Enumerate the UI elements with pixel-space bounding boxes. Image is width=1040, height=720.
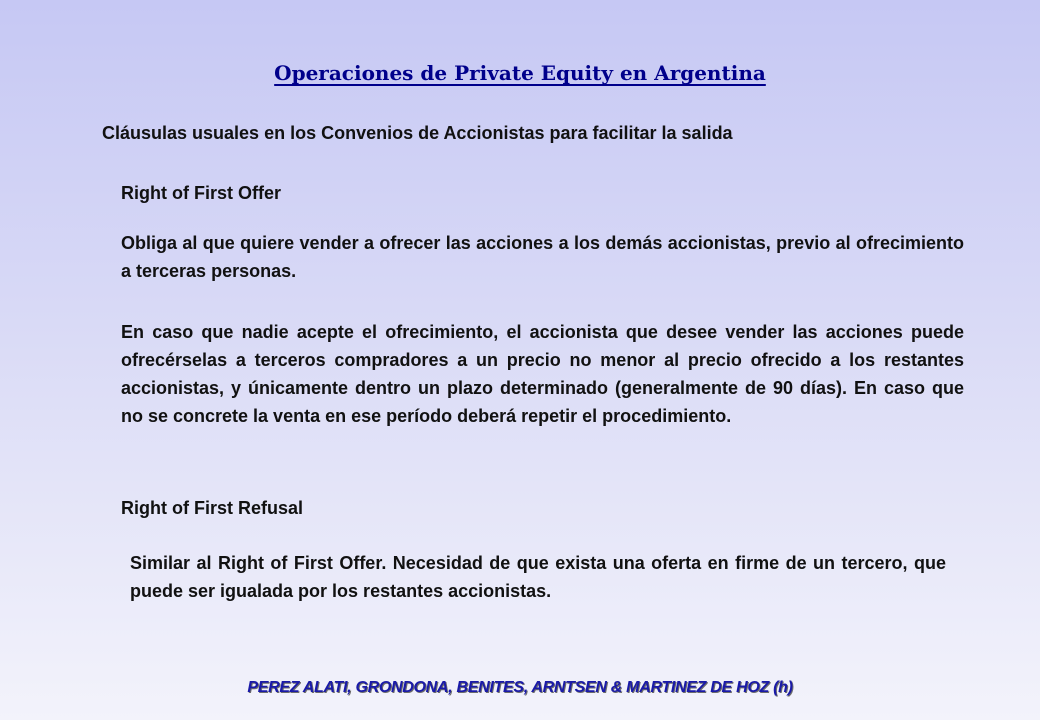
slide-title-text: Operaciones de Private Equity en Argentina bbox=[274, 61, 766, 85]
slide-subtitle: Cláusulas usuales en los Convenios de Accionistas para facilitar la salida bbox=[102, 123, 733, 143]
slide-title bbox=[0, 58, 1040, 88]
paragraph-first-offer-definition: Obliga al que quiere vender a ofrecer las acciones a los demás accionistas, previo al ofrecimiento a terceras personas. bbox=[121, 233, 964, 281]
paragraph-first-offer-procedure: En caso que nadie acepte el ofrecimiento, el accionista que desee vender las acciones puede ofrecérselas a terceros compradores a un precio no menor al precio ofrecido a los restantes accionistas, y únicamente dentro un plazo determinado (generalmente de 90 días). En caso que no se concrete la venta en ese período deberá repetir el procedimiento. bbox=[121, 322, 964, 426]
paragraph-first-refusal-definition: Similar al Right of First Offer. Necesidad de que exista una oferta en firme de un tercero, que puede ser igualada por los restantes accionistas. bbox=[130, 553, 946, 601]
section-heading-first-refusal: Right of First Refusal bbox=[121, 498, 304, 518]
footer-firm-name: PEREZ ALATI, GRONDONA, BENITES, ARNTSEN & MARTINEZ DE HOZ (h) bbox=[247, 679, 793, 696]
section-heading-first-offer: Right of First Offer bbox=[121, 183, 281, 203]
